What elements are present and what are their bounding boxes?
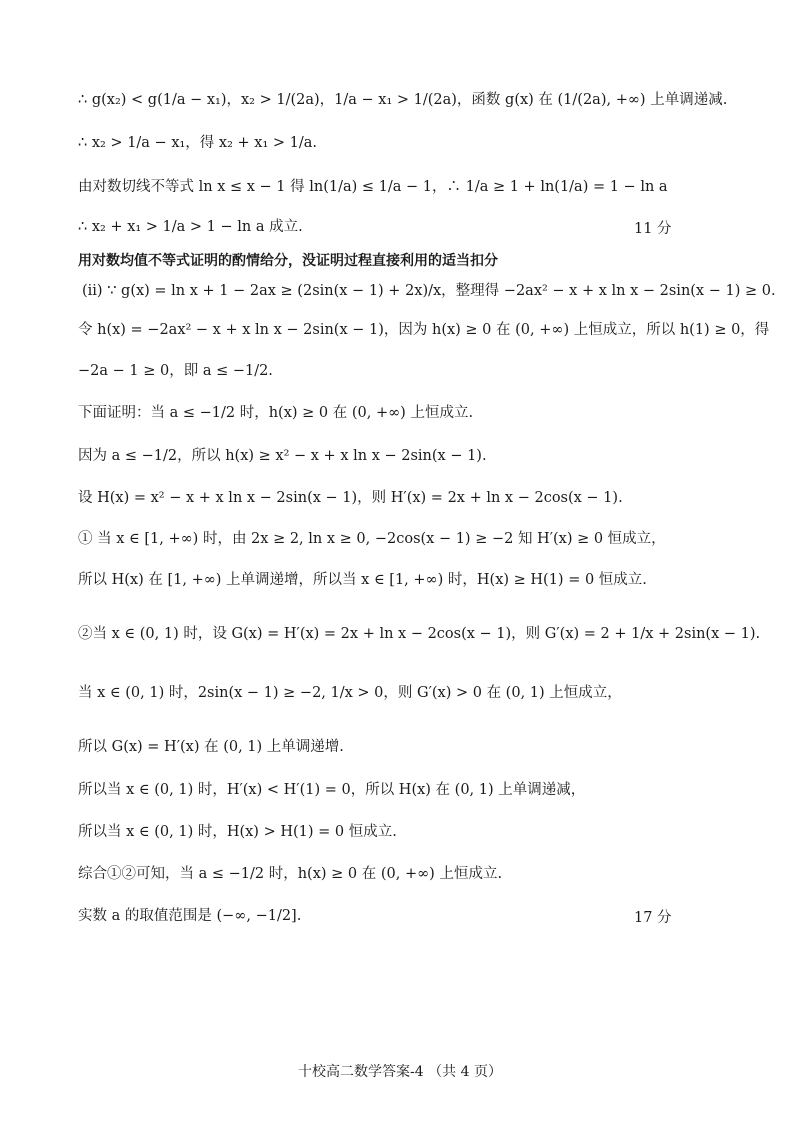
score-17: 17 分	[634, 910, 672, 926]
text-line-7: 令 h(x) = −2ax² − x + x ln x − 2sin(x − 1)，因为 h(x) ≥ 0 在 (0, +∞) 上恒成立，所以 h(1) ≥ 0，得	[78, 322, 770, 338]
text-line-8: −2a − 1 ≥ 0，即 a ≤ −1/2.	[78, 363, 273, 379]
text-line-2: ∴ x₂ > 1/a − x₁，得 x₂ + x₁ > 1/a.	[78, 135, 317, 151]
grading-note: 用对数均值不等式证明的酌情给分，没证明过程直接利用的适当扣分	[78, 253, 498, 269]
text-line-20: 实数 a 的取值范围是 (−∞, −1/2].	[78, 908, 302, 924]
text-line-3: 由对数切线不等式 ln x ≤ x − 1 得 ln(1/a) ≤ 1/a − 1，∴ 1/a ≥ 1 + ln(1/a) = 1 − ln a	[78, 179, 668, 195]
page-footer: 十校高二数学答案-4 （共 4 页）	[298, 1064, 502, 1080]
text-line-17: 所以当 x ∈ (0, 1) 时，H′(x) < H′(1) = 0，所以 H(x) 在 (0, 1) 上单调递减，	[78, 782, 586, 798]
text-line-15: 当 x ∈ (0, 1) 时，2sin(x − 1) ≥ −2, 1/x > 0，则 G′(x) > 0 在 (0, 1) 上恒成立，	[78, 685, 622, 701]
text-line-13: 所以 H(x) 在 [1, +∞) 上单调递增，所以当 x ∈ [1, +∞) 时，H(x) ≥ H(1) = 0 恒成立.	[78, 572, 647, 588]
text-line-6: (ii) ∵ g(x) = ln x + 1 − 2ax ≥ (2sin(x − 1) + 2x)/x，整理得 −2ax² − x + x ln x − 2sin(x − 1) ≥ 0.	[82, 283, 776, 299]
text-line-12: ① 当 x ∈ [1, +∞) 时，由 2x ≥ 2, ln x ≥ 0, −2cos(x − 1) ≥ −2 知 H′(x) ≥ 0 恒成立，	[78, 531, 666, 547]
text-line-10: 因为 a ≤ −1/2，所以 h(x) ≥ x² − x + x ln x − 2sin(x − 1).	[78, 448, 487, 464]
score-11: 11 分	[634, 221, 672, 237]
text-line-18: 所以当 x ∈ (0, 1) 时，H(x) > H(1) = 0 恒成立.	[78, 824, 397, 840]
text-line-16: 所以 G(x) = H′(x) 在 (0, 1) 上单调递增.	[78, 739, 344, 755]
text-line-1: ∴ g(x₂) < g(1/a − x₁)，x₂ > 1/(2a)，1/a − x₁ > 1/(2a)，函数 g(x) 在 (1/(2a), +∞) 上单调递减.	[78, 92, 728, 108]
text-line-19: 综合①②可知，当 a ≤ −1/2 时，h(x) ≥ 0 在 (0, +∞) 上恒成立.	[78, 866, 503, 882]
text-line-9: 下面证明：当 a ≤ −1/2 时，h(x) ≥ 0 在 (0, +∞) 上恒成立.	[78, 405, 474, 421]
text-line-4: ∴ x₂ + x₁ > 1/a > 1 − ln a 成立.	[78, 219, 303, 235]
text-line-14: ②当 x ∈ (0, 1) 时，设 G(x) = H′(x) = 2x + ln x − 2cos(x − 1)，则 G′(x) = 2 + 1/x + 2sin(x − 1).	[78, 626, 761, 642]
text-line-11: 设 H(x) = x² − x + x ln x − 2sin(x − 1)，则 H′(x) = 2x + ln x − 2cos(x − 1).	[78, 490, 623, 506]
